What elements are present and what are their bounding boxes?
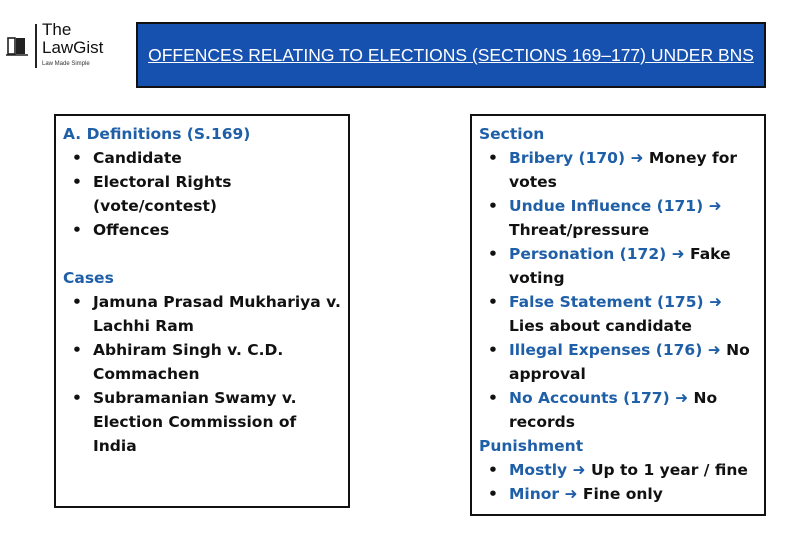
definitions-list — [63, 146, 342, 242]
arrow-icon: ➜ — [707, 341, 721, 359]
list-item: • Subramanian Swamy v. Election Commission of India — [63, 386, 342, 458]
list-item — [479, 194, 758, 242]
arrow-icon: ➜ — [572, 461, 586, 479]
logo-line-1: The — [42, 20, 72, 39]
arrow-icon: ➜ — [708, 293, 722, 311]
section-desc: Fake voting — [509, 245, 731, 287]
punishment-term: Mostly — [509, 461, 568, 479]
section-term: No Accounts (177) — [509, 389, 670, 407]
list-item: • Electoral Rights (vote/contest) — [63, 170, 342, 218]
sections-list — [479, 146, 758, 434]
punishment-desc: Fine only — [582, 485, 663, 503]
section-desc: Threat/pressure — [509, 221, 650, 239]
logo-divider — [35, 24, 37, 68]
section-desc: Lies about candidate — [509, 317, 692, 335]
list-item — [479, 458, 758, 482]
section-term: Illegal Expenses (176) — [509, 341, 703, 359]
section-desc: Money for votes — [509, 149, 738, 191]
section-desc: No records — [509, 389, 718, 431]
list-item: • Jamuna Prasad Mukhariya v. Lachhi Ram — [63, 290, 342, 338]
section-term: Bribery (170) — [509, 149, 626, 167]
punishment-term: Minor — [509, 485, 560, 503]
book-icon — [6, 34, 28, 58]
definitions-and-cases-panel — [54, 114, 350, 508]
section-term: False Statement (175) — [509, 293, 704, 311]
list-item — [479, 338, 758, 386]
punishment-desc: Up to 1 year / fine — [590, 461, 748, 479]
definitions-heading: A. Definitions (S.169) — [63, 125, 251, 143]
arrow-icon: ➜ — [630, 149, 644, 167]
section-desc: No approval — [509, 341, 750, 383]
list-item — [479, 146, 758, 194]
section-term: Personation (172) — [509, 245, 667, 263]
list-item — [479, 386, 758, 434]
punishment-list — [479, 458, 758, 506]
arrow-icon: ➜ — [671, 245, 685, 263]
list-item: • Offences — [63, 218, 342, 242]
logo — [6, 20, 126, 72]
list-item: • Candidate — [63, 146, 342, 170]
section-heading: Section — [479, 125, 545, 143]
list-item — [479, 482, 758, 506]
logo-title — [42, 21, 103, 57]
cases-heading: Cases — [63, 269, 114, 287]
arrow-icon: ➜ — [564, 485, 578, 503]
list-item — [479, 290, 758, 338]
arrow-icon: ➜ — [708, 197, 722, 215]
title-banner — [136, 22, 766, 88]
logo-line-2: LawGist — [42, 38, 104, 57]
section-term: Undue Influence (171) — [509, 197, 704, 215]
arrow-icon: ➜ — [675, 389, 689, 407]
list-item — [479, 242, 758, 290]
cases-list — [63, 290, 342, 458]
page-title: OFFENCES RELATING TO ELECTIONS (SECTIONS 169–177) UNDER BNS — [148, 45, 754, 65]
logo-tagline: Law Made Simple — [42, 61, 90, 67]
list-item: • Abhiram Singh v. C.D. Commachen — [63, 338, 342, 386]
sections-and-punishment-panel — [470, 114, 766, 516]
punishment-heading: Punishment — [479, 437, 584, 455]
